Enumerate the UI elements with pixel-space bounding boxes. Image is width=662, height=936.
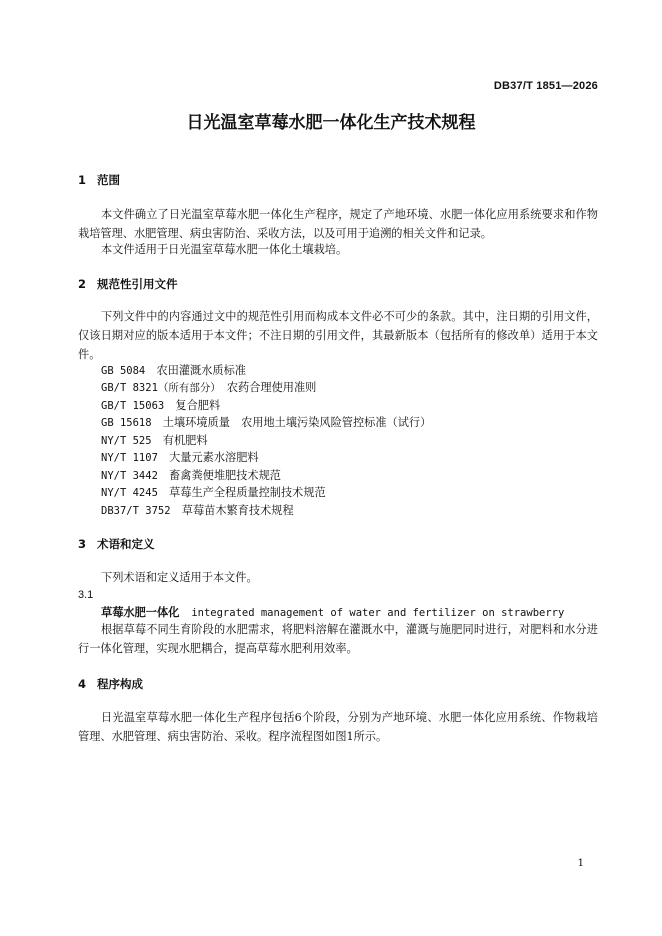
reference-name: 农药合理使用准则 [226, 381, 317, 394]
section-number: 4 [78, 677, 87, 691]
section-heading-4 [78, 676, 143, 692]
reference-name: 有机肥料 [162, 434, 208, 447]
term-chinese: 草莓水肥一体化 [101, 606, 180, 619]
reference-code: NY/T 1107 [101, 452, 158, 464]
paragraph: 本文件确立了日光温室草莓水肥一体化生产程序，规定了产地环境、水肥一体化应用系统要求和作物栽培管理、水肥管理、病虫害防治、采收方法，以及可用于追溯的相关文件和记录。 [78, 208, 598, 240]
reference-code: NY/T 525 [101, 435, 152, 447]
reference-code: GB 5084 [101, 365, 146, 377]
reference-name: 草莓生产全程质量控制技术规范 [169, 486, 326, 499]
section-heading-1 [78, 172, 120, 188]
term-number: 3.1 [78, 589, 94, 601]
reference-code: GB/T 15063 [101, 400, 165, 412]
reference-code: GB/T 8321（所有部分） [101, 382, 216, 394]
page-number: 1 [577, 858, 584, 869]
paragraph: 日光温室草莓水肥一体化生产程序包括6个阶段，分别为产地环境、水肥一体化应用系统、作物栽培管理、水肥管理、病虫害防治、采收。程序流程图如图1所示。 [78, 711, 598, 743]
document-title: 日光温室草莓水肥一体化生产技术规程 [186, 113, 476, 133]
section-number: 3 [78, 537, 87, 551]
reference-code: DB37/T 3752 [101, 505, 171, 517]
section-title: 程序构成 [97, 677, 143, 691]
paragraph: 下列文件中的内容通过文中的规范性引用而构成本文件必不可少的条款。其中，注日期的引用文件，仅该日期对应的版本适用于本文件；不注日期的引用文件，其最新版本（包括所有的修改单）适用于本文件。 [78, 310, 598, 361]
section-heading-2 [78, 276, 178, 292]
reference-item [101, 413, 431, 433]
reference-name: 农田灌溉水质标准 [156, 364, 246, 377]
term-english: integrated management of water and fertilizer on strawberry [191, 607, 565, 619]
section-title: 范围 [97, 173, 120, 187]
reference-item [101, 501, 294, 521]
reference-name: 草莓苗木繁育技术规程 [181, 504, 294, 517]
paragraph: 下列术语和定义适用于本文件。 [101, 571, 258, 584]
section-number: 2 [78, 277, 87, 291]
reference-code: NY/T 4245 [101, 487, 158, 499]
reference-code: GB 15618 [101, 417, 152, 429]
reference-name: 土壤环境质量 农用地土壤污染风险管控标准（试行） [162, 416, 432, 429]
section-number: 1 [78, 173, 87, 187]
reference-item [101, 483, 326, 503]
reference-code: NY/T 3442 [101, 470, 158, 482]
standard-code: DB37/T 1851—2026 [493, 80, 598, 92]
reference-item [101, 448, 259, 468]
section-title: 术语和定义 [97, 537, 155, 551]
section-title: 规范性引用文件 [97, 277, 178, 291]
term-definition: 根据草莓不同生育阶段的水肥需求，将肥料溶解在灌溉水中，灌溉与施肥同时进行，对肥料和水分进行一体化管理，实现水肥耦合，提高草莓水肥利用效率。 [78, 623, 598, 655]
reference-item [101, 378, 316, 398]
reference-name: 复合肥料 [175, 399, 221, 412]
reference-name: 畜禽粪便堆肥技术规范 [169, 469, 281, 482]
section-heading-3 [78, 536, 155, 552]
paragraph: 本文件适用于日光温室草莓水肥一体化土壤栽培。 [101, 243, 348, 256]
term-entry [101, 604, 564, 620]
reference-name: 大量元素水溶肥料 [169, 451, 259, 464]
